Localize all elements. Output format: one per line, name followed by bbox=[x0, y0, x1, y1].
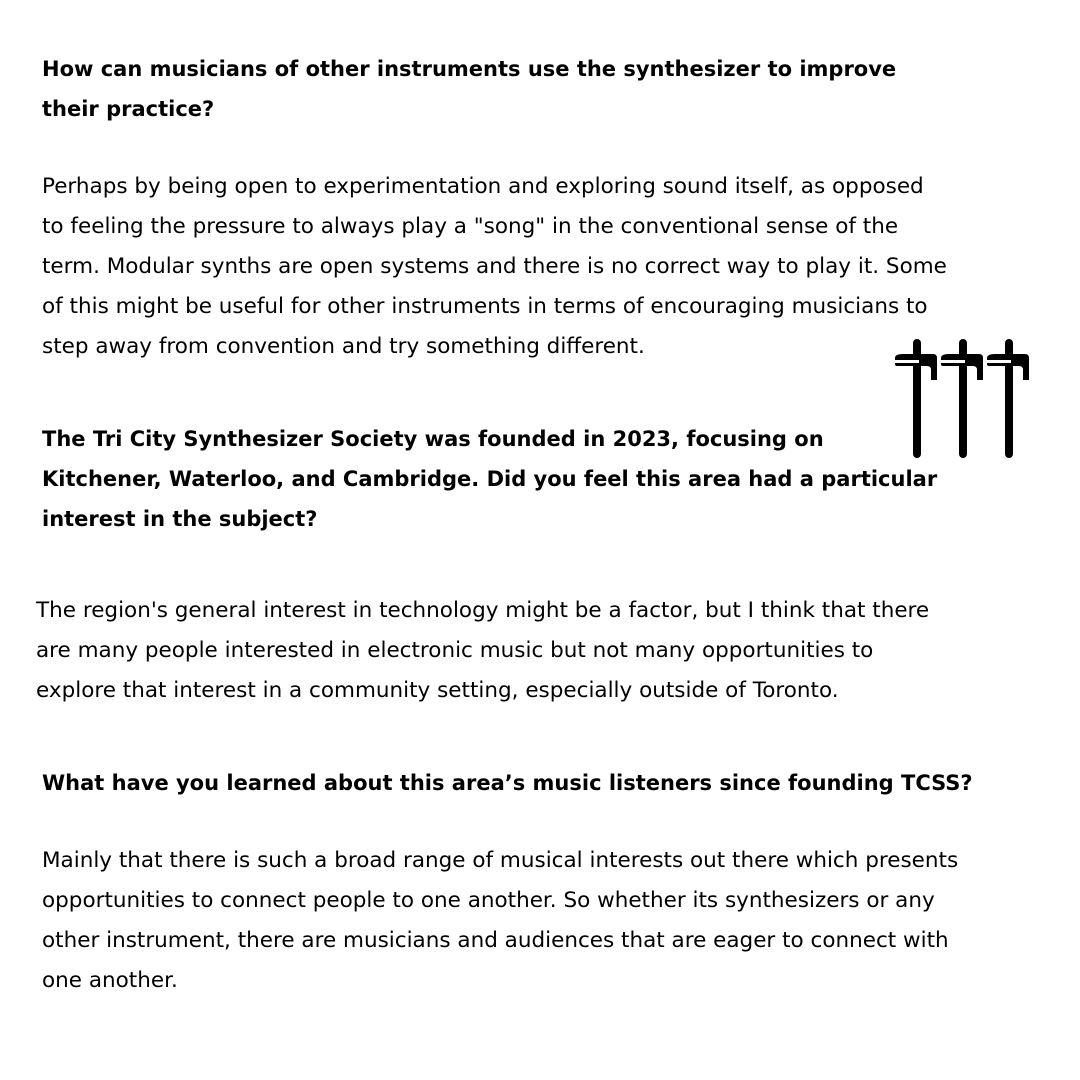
answer-2 bbox=[36, 591, 1046, 711]
question-2-line: The Tri City Synthesizer Society was founded in 2023, focusing on bbox=[42, 427, 824, 451]
question-1-line: their practice? bbox=[42, 97, 215, 121]
answer-1-line: Perhaps by being open to experimentation and exploring sound itself, as opposed bbox=[42, 174, 924, 199]
answer-1-line: to feeling the pressure to always play a "song" in the conventional sense of the bbox=[42, 214, 899, 239]
answer-1-line: of this might be useful for other instruments in terms of encouraging musicians to bbox=[42, 294, 928, 319]
answer-1-line: step away from convention and try something different. bbox=[42, 334, 645, 359]
answer-3-line: other instrument, there are musicians and audiences that are eager to connect with bbox=[42, 928, 949, 953]
question-2-line: Kitchener, Waterloo, and Cambridge. Did you feel this area had a particular bbox=[42, 467, 938, 491]
answer-2-line: explore that interest in a community setting, especially outside of Toronto. bbox=[36, 678, 839, 703]
question-3 bbox=[42, 763, 1052, 803]
question-1-line: How can musicians of other instruments use the synthesizer to improve bbox=[42, 57, 897, 81]
answer-3-line: opportunities to connect people to one another. So whether its synthesizers or any bbox=[42, 888, 935, 913]
answer-2-line: are many people interested in electronic music but not many opportunities to bbox=[36, 638, 874, 663]
answer-3 bbox=[42, 841, 1062, 1001]
answer-3-line: Mainly that there is such a broad range of musical interests out there which presents bbox=[42, 848, 959, 873]
answer-2-line: The region's general interest in technology might be a factor, but I think that there bbox=[36, 598, 930, 623]
question-3-line: What have you learned about this area’s music listeners since founding TCSS? bbox=[42, 771, 973, 795]
answer-3-line: one another. bbox=[42, 968, 178, 993]
question-2 bbox=[42, 419, 992, 539]
answer-1-line: term. Modular synths are open systems and there is no correct way to play it. Some bbox=[42, 254, 947, 279]
question-1 bbox=[42, 49, 942, 129]
question-2-line: interest in the subject? bbox=[42, 507, 318, 531]
